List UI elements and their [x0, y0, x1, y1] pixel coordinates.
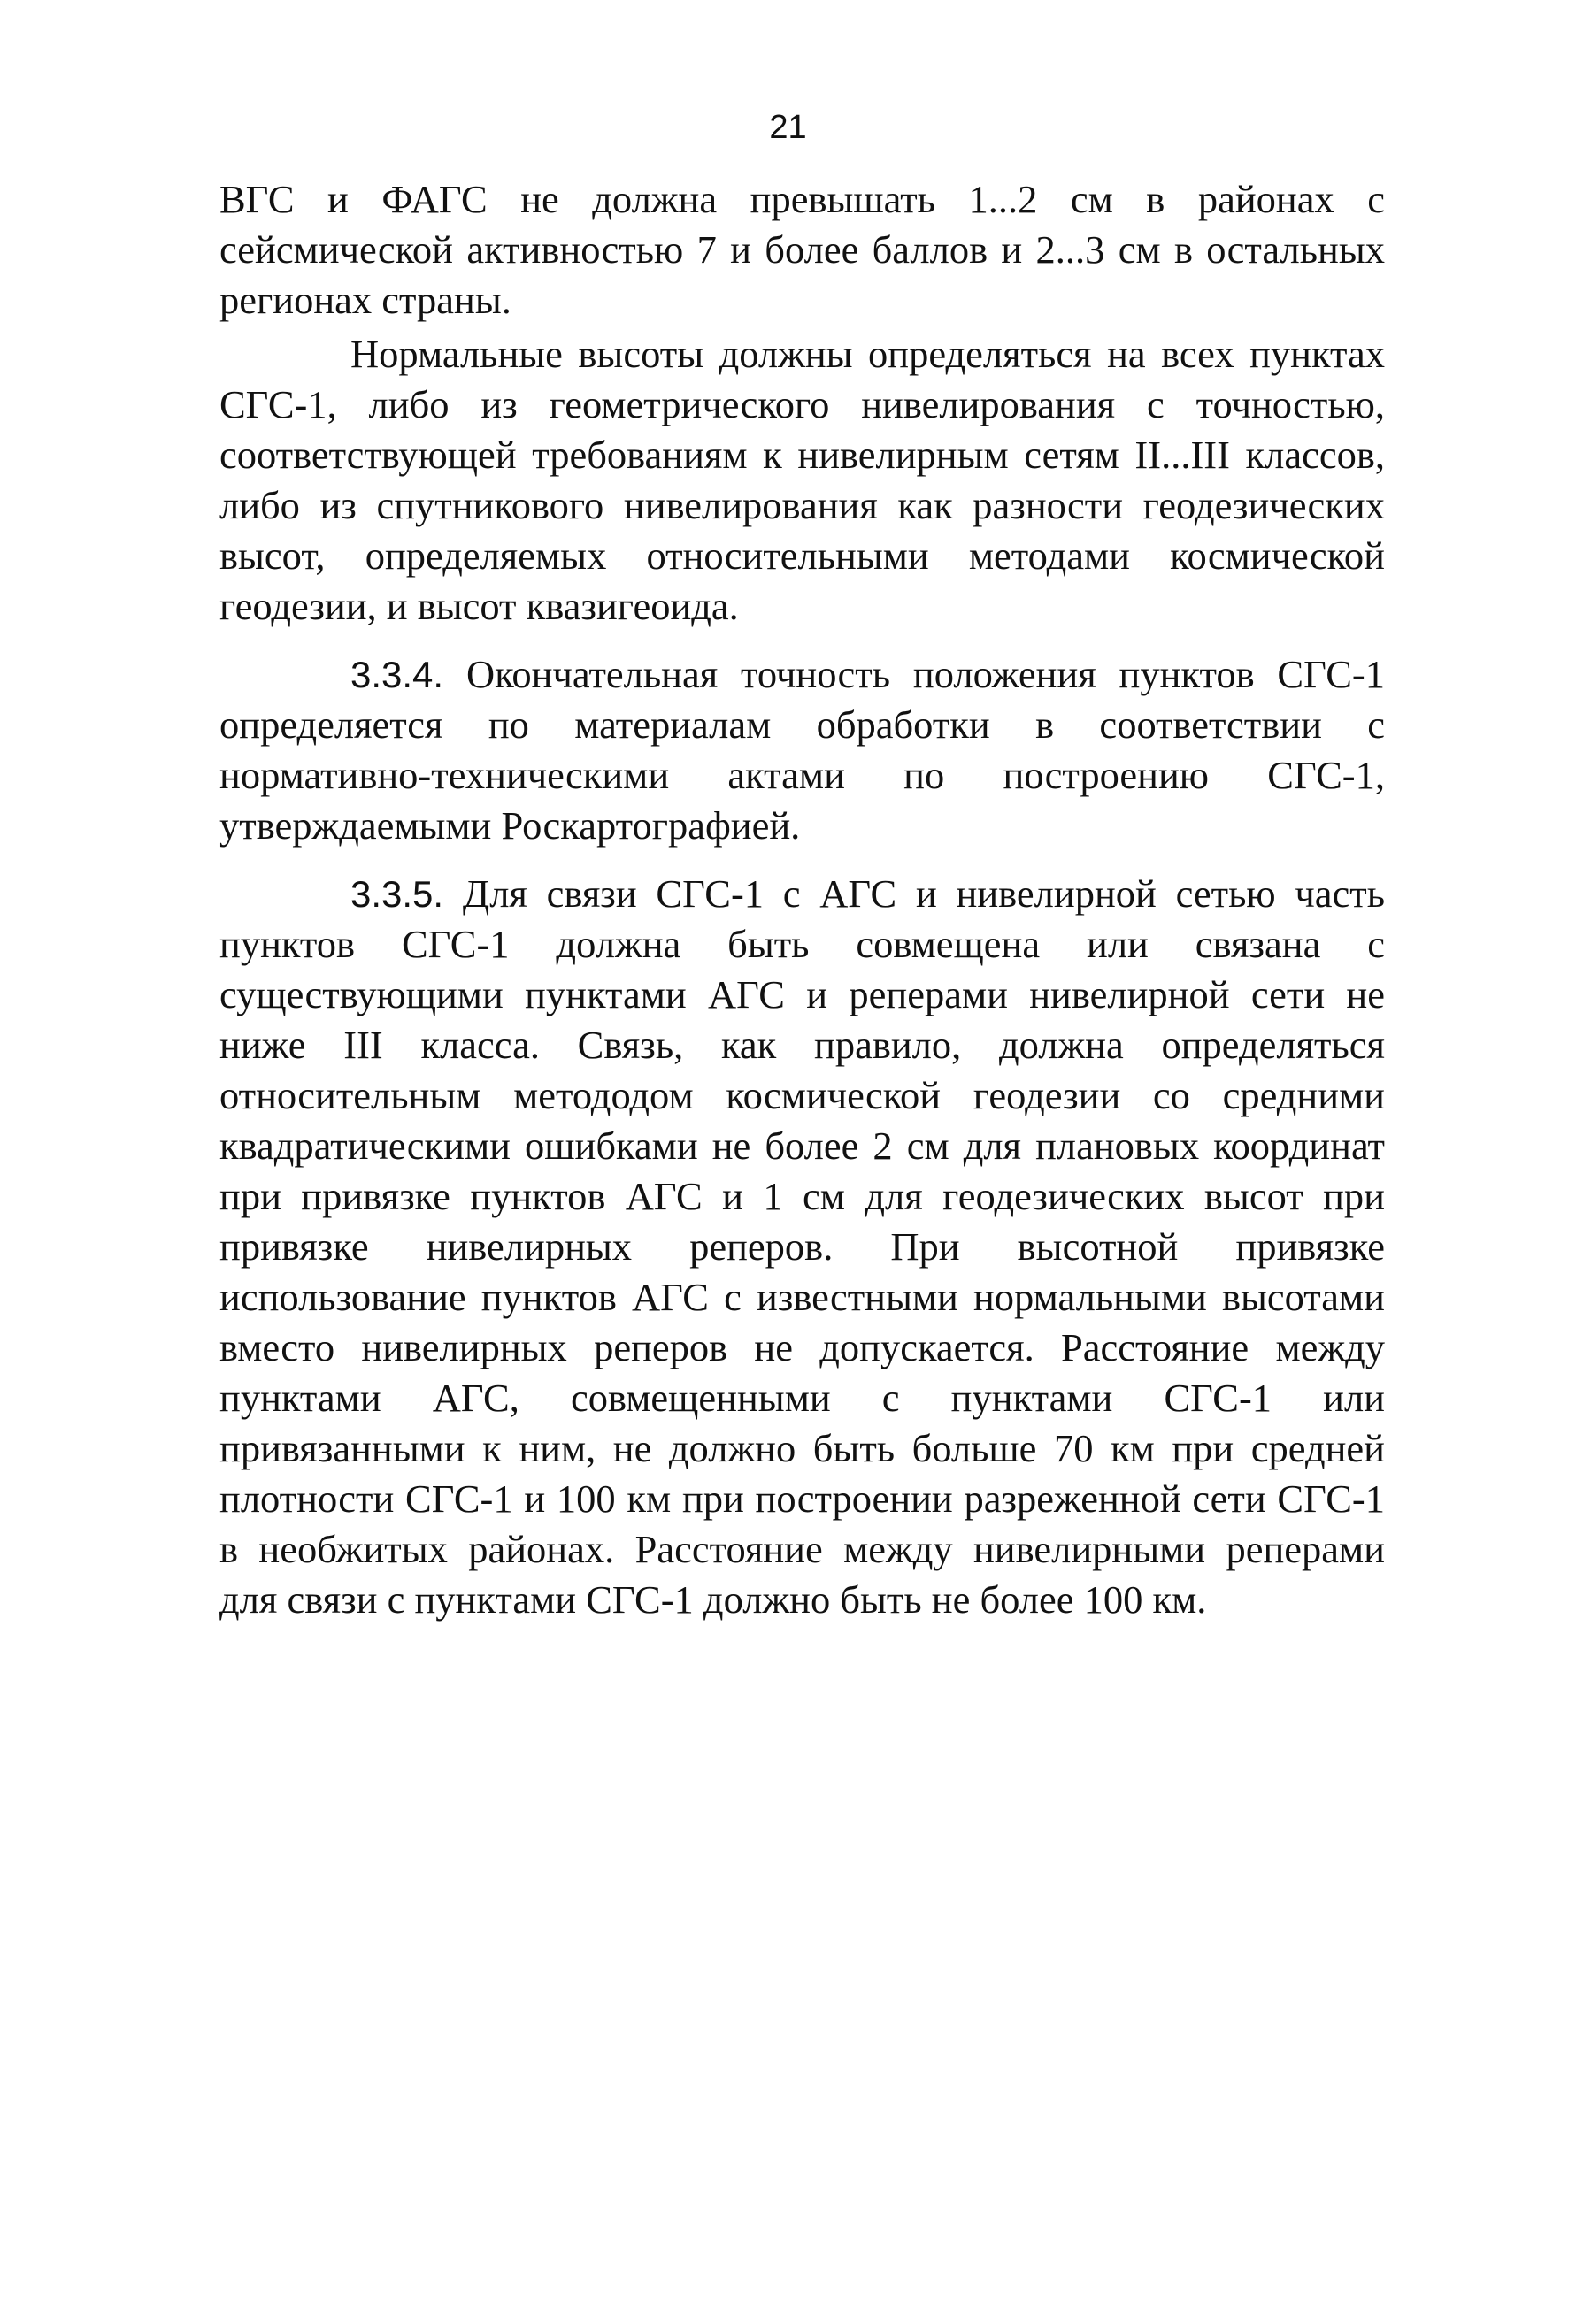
paragraph-continuation	[219, 174, 1385, 326]
paragraph-text: Окончательная точность положения пунктов СГС-1 определяется по материалам обработки в соответствии с нормативно-техническими актами по построению СГС-1, утверждаемыми Роскартографией.	[219, 652, 1386, 848]
paragraph-text: Для связи СГС-1 с АГС и нивелирной сетью часть пунктов СГС-1 должна быть совмещена или связана с существующими пунктами АГС и реперами нивелирной сети не ниже III класса. Связь, как правило, должна определяться относительным метододом космической геодезии со средними квадратическими ошибками не более 2 см для плановых координат при привязке пунктов АГС и 1 см для геодезических высот при привязке нивелирных реперов. При высотной привязке использование пунктов АГС с известными нормальными высотами вместо нивелирных реперов не допускается. Расстояние между пунктами АГС, совмещенными с пунктами СГС-1 или привязанными к ним, не должно быть больше 70 км при средней плотности СГС-1 и 100 км при построении разреженной сети СГС-1 в необжитых районах. Расстояние между нивелирными реперами для связи с пунктами СГС-1 должно быть не более 100 км.	[219, 871, 1385, 1622]
section-3-3-5	[219, 869, 1385, 1625]
section-number: 3.3.5.	[350, 873, 444, 915]
paragraph-text: Нормальные высоты должны определяться на всех пунктах СГС-1, либо из геометрического нивелирования с точностью, соответствующей требованиям к нивелирным сетям II...III классов, либо из спутникового нивелирования как разности геодезических высот, определяемых относительными методами космической геодезии, и высот квазигеоида.	[219, 332, 1385, 628]
section-3-3-4	[219, 649, 1385, 851]
page-number: 21	[769, 109, 807, 146]
paragraph-text: ВГС и ФАГС не должна превышать 1...2 см в районах с сейсмической активностью 7 и более баллов и 2...3 см в остальных регионах страны.	[219, 177, 1385, 322]
section-number: 3.3.4.	[350, 654, 444, 695]
paragraph-normal-heights	[219, 329, 1385, 632]
document-body	[219, 174, 1385, 1625]
